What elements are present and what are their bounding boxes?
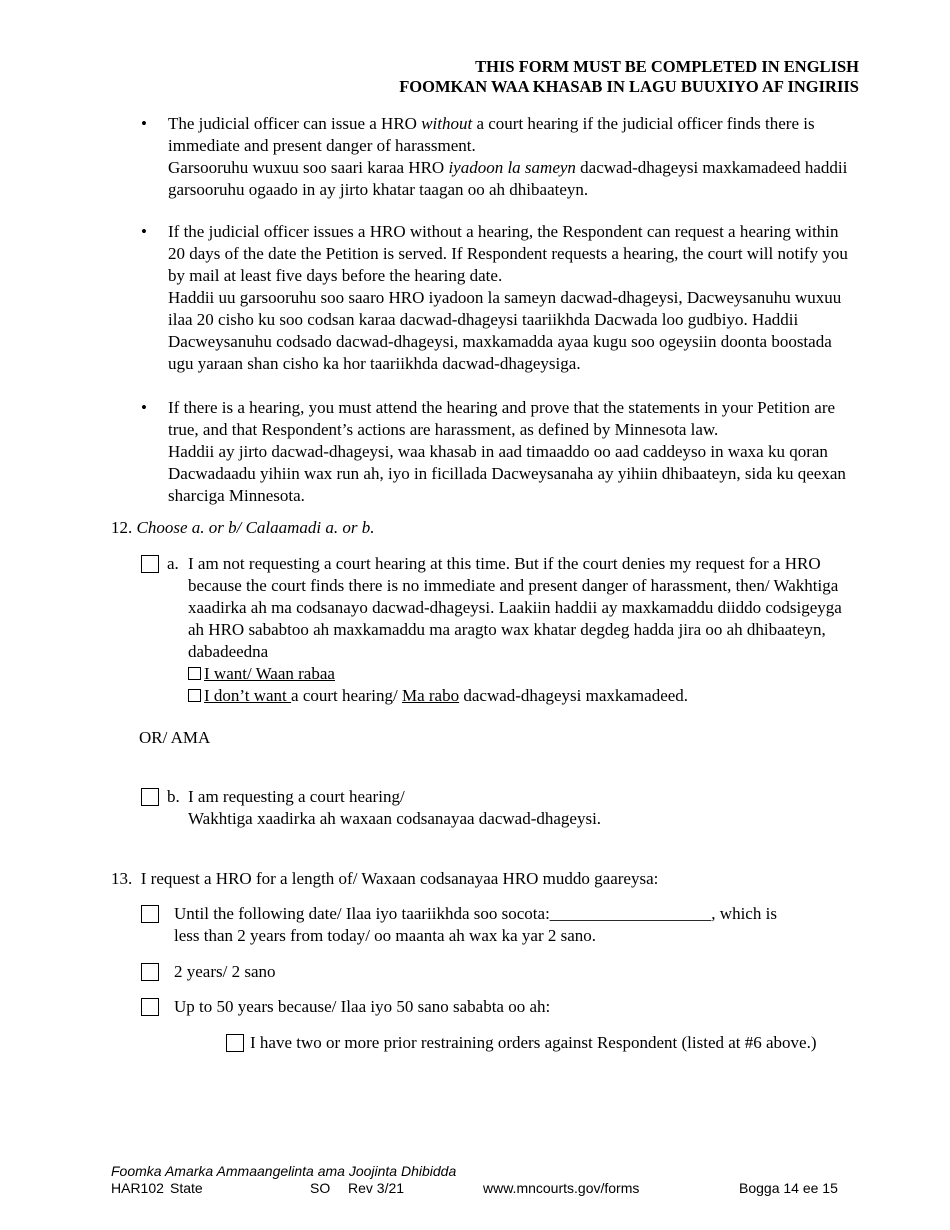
dont-want-label: I don’t want bbox=[204, 686, 292, 705]
question-13-number: 13. bbox=[111, 869, 133, 888]
or-separator: OR/ AMA bbox=[139, 728, 211, 747]
option-12a-checkbox[interactable] bbox=[141, 555, 159, 573]
bullet-dot: • bbox=[141, 222, 147, 241]
bullet-3-english: If there is a hearing, you must attend the hearing and prove that the statements in your Petition are true, and that Respondent’s actions are harassment, as defined by Minnesota law. bbox=[168, 398, 836, 439]
option-12a-text: I am not requesting a court hearing at this time. But if the court denies my request for a HRO because the court finds there is no immediate and present danger of harassment, then/ Wakhtiga xaadirka ah ma codsanayo dacwad-dhageysi. Laakiin haddii ay maxkamaddu diiddo codsigeyga ah HRO sababtoo ah maxkamaddu ma aragto wax khatar degdeg hadda jira oo ah dhibaateyn, dabadeedna bbox=[188, 554, 842, 661]
duration-2-years-label: 2 years/ 2 sano bbox=[174, 962, 276, 981]
date-input-blank[interactable]: ___________________ bbox=[549, 904, 712, 923]
bullet-item-1 bbox=[141, 113, 848, 201]
bullet-item-2 bbox=[141, 221, 848, 375]
option-12b-letter: b. bbox=[167, 787, 180, 806]
question-13-prompt: I request a HRO for a length of/ Waxaan codsanayaa HRO muddo gaareysa: bbox=[140, 869, 659, 888]
footer-url[interactable]: www.mncourts.gov/forms bbox=[483, 1180, 640, 1196]
option-12a bbox=[188, 553, 848, 707]
bullet-2-english: If the judicial officer issues a HRO without a hearing, the Respondent can request a hearing within 20 days of the date the Petition is served. If Respondent requests a hearing, the court will notify you by mail at least five days before the hearing date. bbox=[168, 222, 848, 285]
bullet-dot: • bbox=[141, 114, 147, 133]
duration-50-years-label: Up to 50 years because/ Ilaa iyo 50 sano sababta oo ah: bbox=[174, 997, 551, 1016]
want-hearing-label: I want/ Waan rabaa bbox=[204, 664, 335, 683]
bullet-1-english: The judicial officer can issue a HRO without a court hearing if the judicial officer finds there is immediate and present danger of harassment. bbox=[168, 114, 815, 155]
question-12-prompt: Choose a. or b/ Calaamadi a. or b. bbox=[136, 518, 375, 537]
question-13 bbox=[111, 868, 658, 890]
want-hearing-checkbox[interactable] bbox=[188, 667, 201, 680]
option-12b bbox=[188, 786, 848, 830]
bullet-item-3 bbox=[141, 397, 848, 507]
question-12-number: 12. bbox=[111, 518, 133, 537]
bullet-1-somali: Garsooruhu wuxuu soo saari karaa HRO iyadoon la sameyn dacwad-dhageysi maxkamadeed haddii garsooruhu ogaado in ay jirto khatar taagan oo ah dhibaateyn. bbox=[168, 158, 848, 199]
footer-revision: Rev 3/21 bbox=[348, 1180, 405, 1196]
duration-2-years-checkbox[interactable] bbox=[141, 963, 159, 981]
prior-orders-label: I have two or more prior restraining orders against Respondent (listed at #6 above.) bbox=[250, 1033, 817, 1052]
option-12b-checkbox[interactable] bbox=[141, 788, 159, 806]
option-12b-line2: Wakhtiga xaadirka ah waxaan codsanayaa dacwad-dhageysi. bbox=[188, 809, 602, 828]
bullet-3-somali: Haddii ay jirto dacwad-dhageysi, waa khasab in aad timaaddo oo aad caddeyso in waxa ku qoran Dacwadaadu yihiin wax run ah, iyo in ficillada Dacweysanaha ay yihiin dhibaateyn, sida ku qeexan sharciga Minnesota. bbox=[168, 442, 846, 505]
bullet-dot: • bbox=[141, 398, 147, 417]
form-header bbox=[399, 57, 859, 97]
option-12a-letter: a. bbox=[167, 554, 179, 573]
want-hearing-row bbox=[188, 663, 848, 685]
header-english-notice: THIS FORM MUST BE COMPLETED IN ENGLISH bbox=[475, 57, 859, 76]
footer-language: SO bbox=[310, 1180, 331, 1196]
question-12 bbox=[111, 517, 375, 539]
duration-until-date: Until the following date/ Ilaa iyo taariikhda soo socota:___________________, which is less than 2 years from today/ oo maanta ah wax ka yar 2 sano. bbox=[174, 904, 777, 945]
duration-until-date-checkbox[interactable] bbox=[141, 905, 159, 923]
footer-page-number: Bogga 14 ee 15 bbox=[739, 1180, 838, 1196]
option-12b-line1: I am requesting a court hearing/ bbox=[188, 787, 405, 806]
prior-orders-checkbox[interactable] bbox=[226, 1034, 244, 1052]
bullet-2-somali: Haddii uu garsooruhu soo saaro HRO iyadoon la sameyn dacwad-dhageysi, Dacweysanuhu wuxuu ilaa 20 cisho ku soo codsan karaa dacwad-dhageysi taariikhda Dacwada loo gudbiyo. Haddii Dacweysanuhu codsado dacwad-dhageysi, maxkamadda ayaa kugu soo ogeysiin doonta boostada ugu yaraan shan cisho ka hor taariikhda dacwad-dhageysiga. bbox=[168, 288, 842, 373]
footer-state: State bbox=[170, 1180, 203, 1196]
duration-50-years-checkbox[interactable] bbox=[141, 998, 159, 1016]
footer-form-title: Foomka Amarka Ammaangelinta ama Joojinta Dhibidda bbox=[111, 1163, 457, 1179]
dont-want-hearing-row: I don’t want a court hearing/ Ma rabo dacwad-dhageysi maxkamadeed. bbox=[188, 685, 848, 707]
dont-want-hearing-checkbox[interactable] bbox=[188, 689, 201, 702]
header-somali-notice: FOOMKAN WAA KHASAB IN LAGU BUUXIYO AF INGIRIIS bbox=[399, 77, 859, 96]
footer-form-code: HAR102 bbox=[111, 1180, 164, 1196]
